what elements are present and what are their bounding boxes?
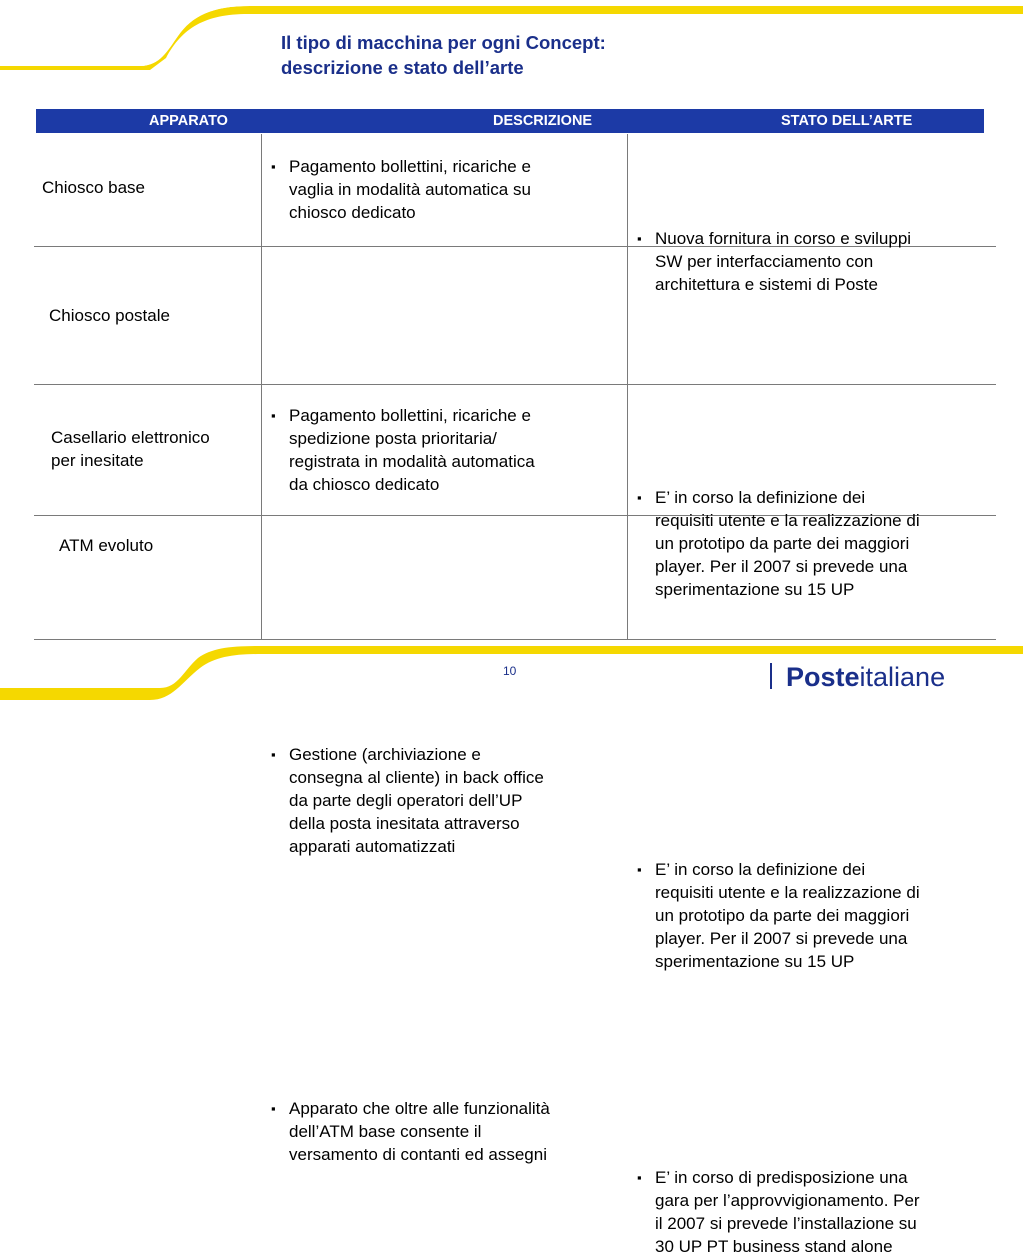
logo-bold-text: Poste — [786, 662, 860, 692]
logo-separator — [770, 663, 772, 689]
table-row-1-apparato: Chiosco base — [42, 178, 146, 197]
table-row-2-apparato: Chiosco postale — [49, 306, 170, 325]
slide-title — [281, 30, 606, 80]
title-line-2: descrizione e stato dell’arte — [281, 57, 524, 78]
header-stato: STATO DELL’ARTE — [781, 113, 913, 129]
logo-light-text: italiane — [859, 662, 946, 692]
table-row-2-stato: ▪ E’ in corso la definizione dei requisiti utente e la realizzazione di un prototipo da parte dei maggiori player. Per il 2007 si prevede una sperimentazione su 15 UP — [637, 486, 1023, 601]
header-descrizione: DESCRIZIONE — [493, 113, 593, 129]
column-divider — [261, 134, 262, 640]
table-row-3-stato: ▪ E’ in corso la definizione dei requisiti utente e la realizzazione di un prototipo da parte dei maggiori player. Per il 2007 si prevede una sperimentazione su 15 UP — [637, 858, 1023, 973]
table-row-4-stato: ▪ E’ in corso di predisposizione una gara per l’approvvigionamento. Per il 2007 si prevede l’installazione su 30 UP PT business stand alone — [637, 1166, 1023, 1258]
table-row-3-apparato: Casellario elettronico per inesitate — [51, 428, 210, 470]
table-row-1-descrizione: ▪ Pagamento bollettini, ricariche e vaglia in modalità automatica su chiosco dedicato — [271, 155, 1023, 224]
table-row-3-descrizione: ▪ Gestione (archiviazione e consegna al cliente) in back office da parte degli operatori dell’UP della posta inesitata attraverso apparati automatizzati — [271, 743, 1023, 858]
table-row-2-descrizione: ▪ Pagamento bollettini, ricariche e spedizione posta prioritaria/ registrata in modalità automatica da chiosco dedicato — [271, 404, 1023, 496]
table-row-1-stato: ▪ Nuova fornitura in corso e sviluppi SW per interfacciamento con architettura e sistemi di Poste — [637, 227, 1023, 296]
row-divider — [34, 384, 996, 385]
title-line-1: Il tipo di macchina per ogni Concept: — [281, 32, 606, 53]
page-number: 10 — [503, 664, 517, 678]
table-row-4-apparato: ATM evoluto — [59, 536, 154, 555]
table-header — [36, 109, 984, 133]
poste-italiane-logo — [770, 662, 945, 698]
header-apparato: APPARATO — [149, 113, 228, 129]
row-divider — [34, 639, 996, 640]
table-row-4-descrizione: ▪ Apparato che oltre alle funzionalità dell’ATM base consente il versamento di contanti ed assegni — [271, 1097, 1023, 1166]
